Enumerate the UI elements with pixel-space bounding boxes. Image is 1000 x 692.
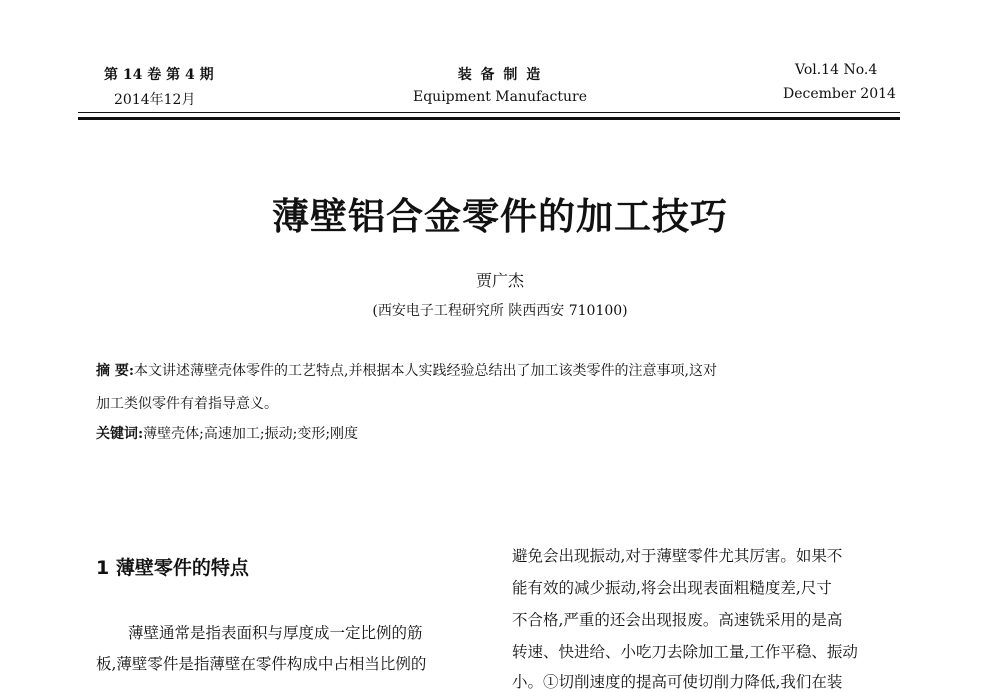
left-body-line-1: 薄壁通常是指表面积与厚度成一定比例的筋 bbox=[128, 624, 423, 642]
abstract-label: 摘 要: bbox=[96, 363, 135, 379]
article-affiliation: (西安电子工程研究所 陕西西安 710100) bbox=[372, 303, 628, 319]
header-date-en: December 2014 bbox=[783, 86, 896, 102]
keywords-text: 薄壁壳体;高速加工;振动;变形;刚度 bbox=[143, 426, 359, 442]
abstract-text-1: 本文讲述薄壁壳体零件的工艺特点,并根据本人实践经验总结出了加工该类零件的注意事项,这对 bbox=[134, 363, 717, 379]
header-journal-name-en: Equipment Manufacture bbox=[413, 89, 587, 105]
right-body-line-3: 不合格,严重的还会出现报废。高速铣采用的是高 bbox=[512, 611, 843, 629]
keywords-line bbox=[96, 423, 358, 443]
header-journal-name-cn: 装 备 制 造 bbox=[457, 67, 543, 83]
section-1-heading: 1 薄壁零件的特点 bbox=[96, 557, 249, 579]
left-body-line-2: 板,薄壁零件是指薄壁在零件构成中占相当比例的 bbox=[96, 655, 427, 673]
abstract-line-1 bbox=[96, 360, 717, 380]
right-body-line-2: 能有效的减少振动,将会出现表面粗糙度差,尺寸 bbox=[512, 579, 832, 597]
keywords-label: 关键词: bbox=[96, 426, 144, 442]
article-author: 贾广杰 bbox=[475, 271, 524, 290]
right-body-line-1: 避免会出现振动,对于薄壁零件尤其厉害。如果不 bbox=[512, 547, 843, 565]
header-date-cn: 2014年12月 bbox=[114, 92, 196, 108]
right-body-line-4: 转速、快进给、小吃刀去除加工量,工作平稳、振动 bbox=[512, 643, 858, 661]
header-volume-en: Vol.14 No.4 bbox=[795, 62, 878, 78]
header-volume-issue: 第 14 卷 第 4 期 bbox=[104, 67, 214, 83]
header-rule-thin bbox=[78, 112, 900, 113]
abstract-text-2: 加工类似零件有着指导意义。 bbox=[96, 396, 278, 412]
header-rule-thick bbox=[78, 117, 900, 120]
article-title: 薄壁铝合金零件的加工技巧 bbox=[272, 195, 728, 238]
right-body-line-5: 小。①切削速度的提高可使切削力降低,我们在装 bbox=[512, 673, 843, 691]
